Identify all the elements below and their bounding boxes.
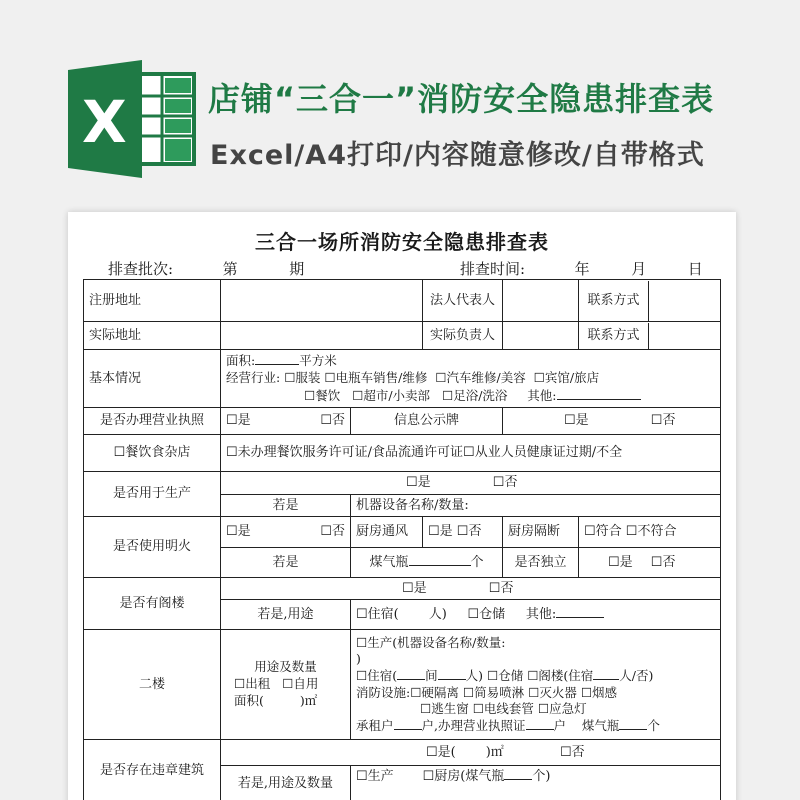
illegal-kitchen-checkbox[interactable]: ☐厨房(煤气瓶 [422,769,505,784]
sf-tenant-blank[interactable] [394,717,422,730]
illegal-label: 是否存在违章建筑 [84,740,221,800]
contact-field[interactable] [649,281,720,321]
sf-loft-blank[interactable] [593,667,619,680]
sf-jian: 间 [425,668,438,684]
self-use-checkbox[interactable]: ☐自用 [282,676,319,692]
license-yes-checkbox[interactable]: ☐是 [226,413,251,429]
illegal-m2: )㎡ [485,744,504,760]
loft-options [221,578,721,600]
illegal-options [221,740,721,766]
production-yes-checkbox[interactable]: ☐是 [406,475,431,491]
loft-use-options [351,600,721,630]
sf-area-label: 面积( [234,692,264,708]
loft-no-checkbox[interactable]: ☐否 [488,580,514,596]
production-options [221,472,721,495]
table-row [84,322,721,350]
vent-no-checkbox[interactable]: ☐否 [456,524,482,540]
banner [0,0,800,205]
industry-other-label: 其他: [527,387,557,403]
batch-label: 排查批次: [108,260,174,278]
production-no-checkbox[interactable]: ☐否 [492,475,518,491]
info-board-label: 信息公示牌 [351,408,503,435]
excel-logo-icon [68,60,198,178]
contact2-label: 联系方式 [579,323,649,349]
illegal-no-checkbox[interactable]: ☐否 [559,744,585,760]
illegal-gas-blank[interactable] [504,767,532,780]
actual-person-label: 实际负责人 [423,322,503,350]
year-label: 年 [574,260,590,278]
production-if-yes: 若是 [221,495,351,517]
kitchen-vent-options [423,517,503,548]
actual-address-field[interactable] [221,322,423,350]
fire-yes-checkbox[interactable]: ☐是 [226,524,251,540]
batch-di: 第 [222,260,238,278]
legal-rep-label: 法人代表人 [423,280,503,322]
sf-escape-checkbox[interactable]: ☐逃生窗 [420,700,469,716]
open-fire-options [221,517,351,548]
sf-paren: ) [356,651,361,666]
day-label: 日 [687,260,703,278]
rent-out-checkbox[interactable]: ☐出租 [234,676,271,692]
loft-yes-checkbox[interactable]: ☐是 [402,580,427,596]
license-label: 是否办理营业执照 [84,408,221,435]
food-shop-checkbox[interactable]: ☐餐饮食杂店 [84,435,221,472]
time-line [460,258,703,279]
sep-ok-checkbox[interactable]: ☐符合 [584,524,622,540]
production-label: 是否用于生产 [84,472,221,517]
actual-person-field[interactable] [503,322,579,350]
info-board-yes-checkbox[interactable]: ☐是 [564,413,589,429]
sf-wire-checkbox[interactable]: ☐电线套管 [472,700,534,716]
area-prefix: 面积: [226,353,256,369]
independent-label: 是否独立 [503,548,579,578]
second-floor-label: 二楼 [84,630,221,740]
legal-rep-field[interactable] [503,280,579,322]
table-row [84,740,721,766]
loft-label: 是否有阁楼 [84,578,221,630]
table-row [84,280,721,322]
table-row [84,578,721,600]
sf-loft-checkbox[interactable]: ☐阁楼(住宿 [527,668,594,684]
illegal-use-label: 若是,用途及数量 [221,766,351,800]
industry-food-checkbox[interactable]: ☐餐饮 [304,387,341,403]
banner-title: 店铺“三合一”消防安全隐患排查表 [208,80,715,118]
loft-person: 人) [428,607,447,623]
area-blank[interactable] [255,352,299,365]
machine-label[interactable]: 机器设备名称/数量: [351,495,721,517]
info-board-options [503,408,721,435]
sf-gas-label: 煤气瓶 [581,718,620,733]
vent-yes-checkbox[interactable]: ☐是 [428,524,453,540]
second-floor-use [221,630,351,740]
form-sheet [68,212,736,800]
reg-address-label: 注册地址 [84,280,221,322]
sf-people-blank[interactable] [438,667,466,680]
document-title: 三合一场所消防安全隐患排查表 [255,230,549,254]
sf-store-checkbox[interactable]: ☐仓储 [486,668,524,684]
sf-light-checkbox[interactable]: ☐应急灯 [537,700,587,716]
table-row [84,517,721,548]
fire-if-yes: 若是 [221,548,351,578]
industry-label: 经营行业: [226,370,281,386]
contact-cell [579,280,721,322]
industry-ebike-checkbox[interactable]: ☐电瓶车销售/维修 [324,370,428,386]
illegal-prod-checkbox[interactable]: ☐生产 [356,769,394,784]
sf-production-checkbox[interactable]: ☐生产(机器设备名称/数量: [356,634,506,650]
table-row [84,408,721,435]
second-floor-details [351,630,721,740]
reg-address-field[interactable] [221,280,423,322]
sf-tenant-label: 承租户 [356,718,394,733]
banner-subtitle: Excel/A4打印/内容随意修改/自带格式 [210,140,705,171]
sf-room-blank[interactable] [397,667,425,680]
contact2-cell [579,322,721,350]
loft-other-blank[interactable] [556,605,604,618]
month-label: 月 [631,260,647,278]
sf-hard-checkbox[interactable]: ☐硬隔离 [410,684,459,700]
area-unit: 平方米 [299,353,337,369]
basic-info-content [221,350,721,408]
sf-license-blank[interactable] [526,717,554,730]
loft-live-checkbox[interactable]: ☐住宿( [356,607,399,623]
industry-car-checkbox[interactable]: ☐汽车维修/美容 [435,370,526,386]
industry-market-checkbox[interactable]: ☐超市/小卖部 [352,387,431,403]
illegal-yes-checkbox[interactable]: ☐是( [426,744,456,760]
sf-gas-blank[interactable] [619,717,647,730]
independent-yes-checkbox[interactable]: ☐是 [608,554,633,570]
contact2-field[interactable] [649,323,720,349]
contact-label: 联系方式 [579,281,649,321]
sf-hu: 户,办理营业执照证 [421,718,526,733]
use-qty-label: 用途及数量 [254,659,317,675]
license-no-checkbox[interactable]: ☐否 [320,413,345,429]
gas-bottle-cell [351,548,503,578]
actual-address-label: 实际地址 [84,322,221,350]
illegal-ge: 个) [532,769,551,784]
table-row [84,435,721,472]
sf-ext-checkbox[interactable]: ☐灭火器 [528,684,577,700]
sf-live-checkbox[interactable]: ☐住宿( [356,668,398,684]
basic-info-label: 基本情况 [84,350,221,408]
sf-loft-end: 人/否) [619,668,654,684]
food-issue-checkbox[interactable]: ☐未办理餐饮服务许可证/食品流通许可证☐从业人员健康证过期/不全 [221,435,721,472]
table-row [84,630,721,740]
independent-options [579,548,721,578]
industry-bath-checkbox[interactable]: ☐足浴/洗浴 [441,387,508,403]
sf-facility-label: 消防设施: [356,684,411,700]
batch-qi: 期 [289,260,305,278]
loft-other-label: 其他: [525,607,557,623]
kitchen-sep-label: 厨房隔断 [503,517,579,548]
industry-clothing-checkbox[interactable]: ☐服装 [284,370,321,386]
sf-area-unit: )㎡ [299,692,318,708]
kitchen-vent-label: 厨房通风 [351,517,423,548]
info-board-no-checkbox[interactable]: ☐否 [650,413,676,429]
kitchen-sep-options [579,517,721,548]
time-label: 排查时间: [460,260,526,278]
sf-spray-checkbox[interactable]: ☐简易喷淋 [462,684,525,700]
svg-text:X: X [82,88,127,156]
sf-ge: 个 [647,718,660,733]
industry-other-blank[interactable] [557,387,641,400]
loft-use-label: 若是,用途 [221,600,351,630]
open-fire-label: 是否使用明火 [84,517,221,578]
gas-bottle-unit: 个 [470,555,484,571]
license-options [221,408,351,435]
sf-ren: 人) [465,668,483,684]
inspection-table [83,279,721,800]
fire-no-checkbox[interactable]: ☐否 [320,524,345,540]
gas-bottle-blank[interactable] [409,553,471,566]
table-row [84,350,721,408]
sep-not-checkbox[interactable]: ☐不符合 [625,524,677,540]
batch-line [108,258,304,279]
sf-hu2: 户 [553,718,567,733]
industry-hotel-checkbox[interactable]: ☐宾馆/旅店 [533,370,600,386]
illegal-use-options [351,766,721,800]
loft-store-checkbox[interactable]: ☐仓储 [467,607,506,623]
table-row [84,472,721,495]
independent-no-checkbox[interactable]: ☐否 [650,554,676,570]
gas-bottle-label: 煤气瓶 [369,555,409,571]
sf-smoke-checkbox[interactable]: ☐烟感 [580,684,618,700]
